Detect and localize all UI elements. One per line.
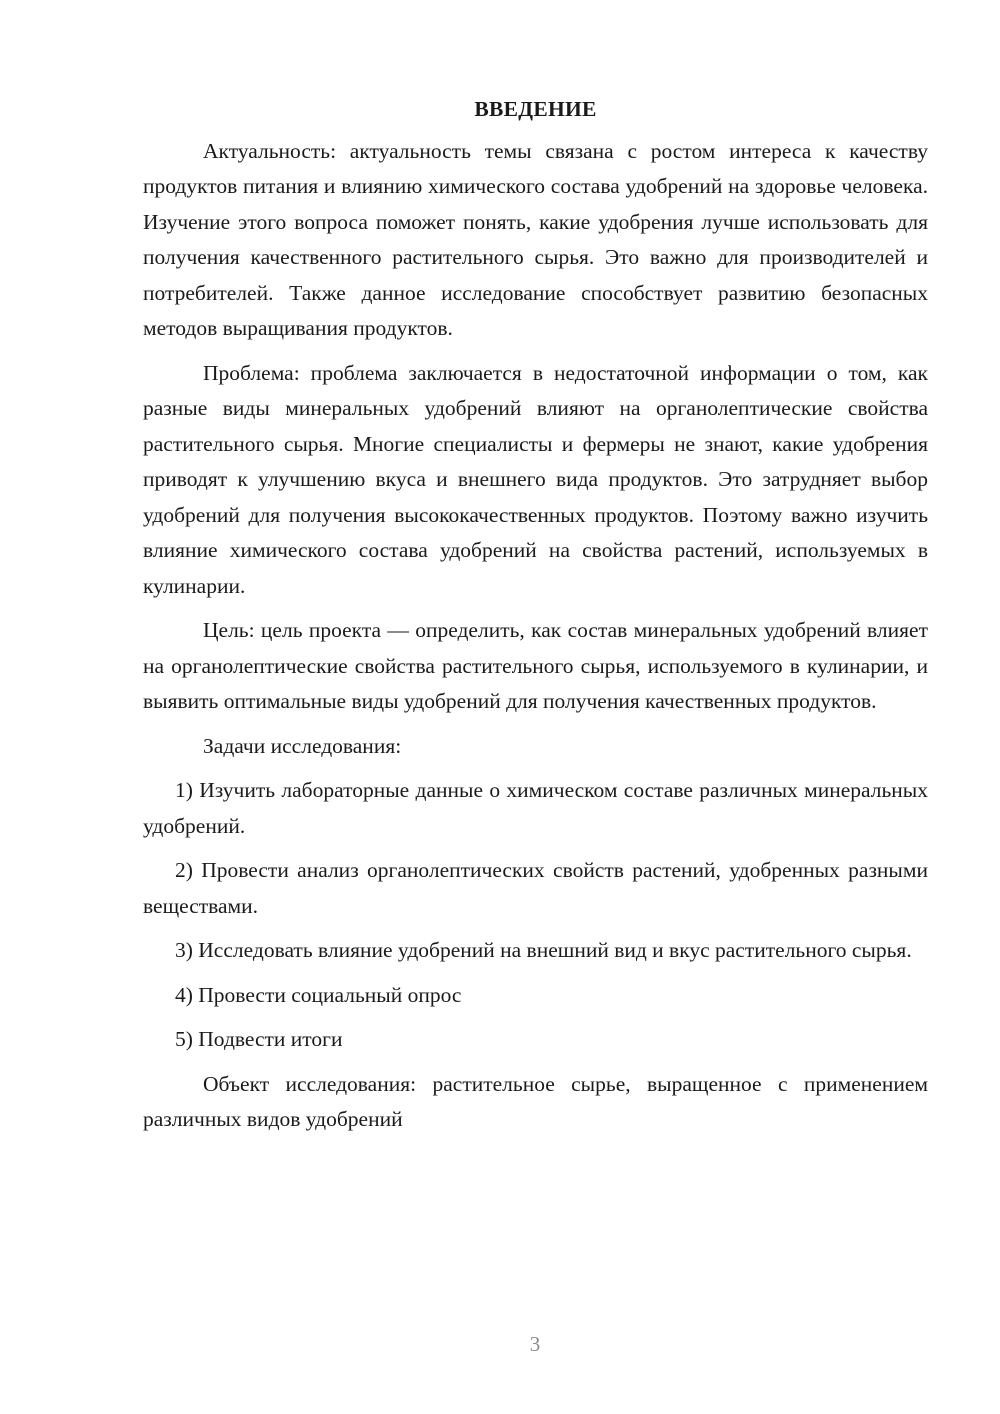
page-title: ВВЕДЕНИЕ	[474, 97, 597, 121]
paragraph-object: Объект исследования: растительное сырье, выращенное с применением различных видов удобрений	[143, 1071, 928, 1131]
paragraph-goal: Цель: цель проекта — определить, как состав минеральных удобрений влияет на органолептические свойства растительного сырья, используемого в кулинарии, и выявить оптимальные виды удобрений для получения качественных продуктов.	[143, 618, 928, 713]
task-item-3: 3) Исследовать влияние удобрений на внешний вид и вкус растительного сырья.	[175, 938, 912, 962]
task-item-1: 1) Изучить лабораторные данные о химическом составе различных минеральных удобрений.	[143, 778, 928, 838]
page-number: 3	[529, 1332, 541, 1356]
task-item-2: 2) Провести анализ органолептических свойств растений, удобренных разными веществами.	[143, 858, 928, 918]
tasks-heading: Задачи исследования:	[203, 733, 402, 758]
task-item-5: 5) Подвести итоги	[175, 1027, 343, 1051]
paragraph-problem: Проблема: проблема заключается в недостаточной информации о том, как разные виды минеральных удобрений влияют на органолептические свойства растительного сырья. Многие специалисты и фермеры не знают, какие удобрения приводят к улучшению вкуса и внешнего вида продуктов. Это затрудняет выбор удобрений для получения высококачественных продуктов. Поэтому важно изучить влияние химического состава удобрений на свойства растений, используемых в кулинарии.	[143, 360, 928, 598]
paragraph-relevance: Актуальность: актуальность темы связана с ростом интереса к качеству продуктов питания и влиянию химического состава удобрений на здоровье человека. Изучение этого вопроса поможет понять, какие удобрения лучше использовать для получения качественного растительного сырья. Это важно для производителей и потребителей. Также данное исследование способствует развитию безопасных методов выращивания продуктов.	[143, 138, 928, 340]
task-item-4: 4) Провести социальный опрос	[175, 982, 462, 1007]
document-page	[143, 92, 928, 1147]
